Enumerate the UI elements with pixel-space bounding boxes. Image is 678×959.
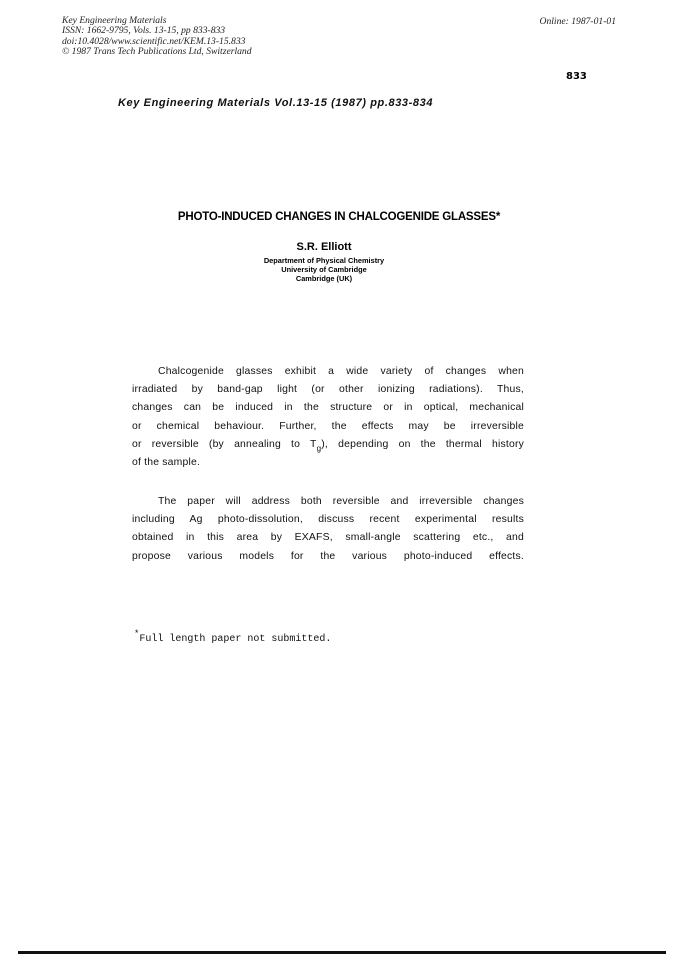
abstract-paragraph-1 — [132, 363, 524, 472]
abstract-line-tail: ), depending on the thermal history — [321, 438, 524, 450]
footnote — [134, 629, 332, 645]
abstract-line-tg — [132, 436, 524, 454]
affiliation-university: University of Cambridge — [281, 265, 367, 274]
meta-journal: Key Engineering Materials — [62, 15, 167, 26]
journal-line: Key Engineering Materials Vol.13-15 (1987) pp.833-834 — [118, 97, 434, 109]
abstract-line-text: or reversible (by annealing to T — [132, 438, 317, 450]
abstract-line: changes can be induced in the structure or in optical, mechanical — [132, 402, 524, 414]
meta-doi[interactable]: doi:10.4028/www.scientific.net/KEM.13-15.833 — [62, 35, 246, 47]
meta-copyright: © 1987 Trans Tech Publications Ltd, Switzerland — [62, 46, 252, 58]
footnote-marker: * — [134, 629, 140, 639]
affiliation-department: Department of Physical Chemistry — [263, 256, 385, 265]
page-number: 833 — [566, 71, 587, 82]
author-name: S.R. Elliott — [296, 241, 352, 253]
bottom-rule — [18, 951, 666, 954]
online-date: Online: 1987-01-01 — [539, 16, 616, 27]
abstract-line: irradiated by band-gap light (or other ionizing radiations). Thus, — [132, 384, 524, 396]
abstract-line: of the sample. — [132, 456, 201, 468]
footnote-text: Full length paper not submitted. — [139, 634, 332, 645]
abstract-line: obtained in this area by EXAFS, small-angle scattering etc., and — [132, 532, 524, 544]
article-title: PHOTO-INDUCED CHANGES IN CHALCOGENIDE GLASSES* — [177, 211, 501, 223]
citation-meta — [62, 16, 252, 58]
tg-subscript: g — [316, 443, 322, 453]
meta-issn: ISSN: 1662-9795, Vols. 13-15, pp 833-833 — [62, 25, 226, 37]
abstract-line: The paper will address both reversible and irreversible changes — [158, 496, 524, 507]
abstract-line: including Ag photo-dissolution, discuss recent experimental results — [132, 514, 524, 526]
abstract-line: or chemical behaviour. Further, the effects may be irreversible — [132, 420, 524, 432]
abstract-line: Chalcogenide glasses exhibit a wide variety of changes when — [158, 366, 524, 377]
abstract-line: propose various models for the various photo-induced effects. — [132, 550, 524, 562]
affiliation — [0, 256, 648, 283]
affiliation-location: Cambridge (UK) — [295, 274, 353, 283]
abstract-paragraph-2 — [132, 493, 524, 566]
